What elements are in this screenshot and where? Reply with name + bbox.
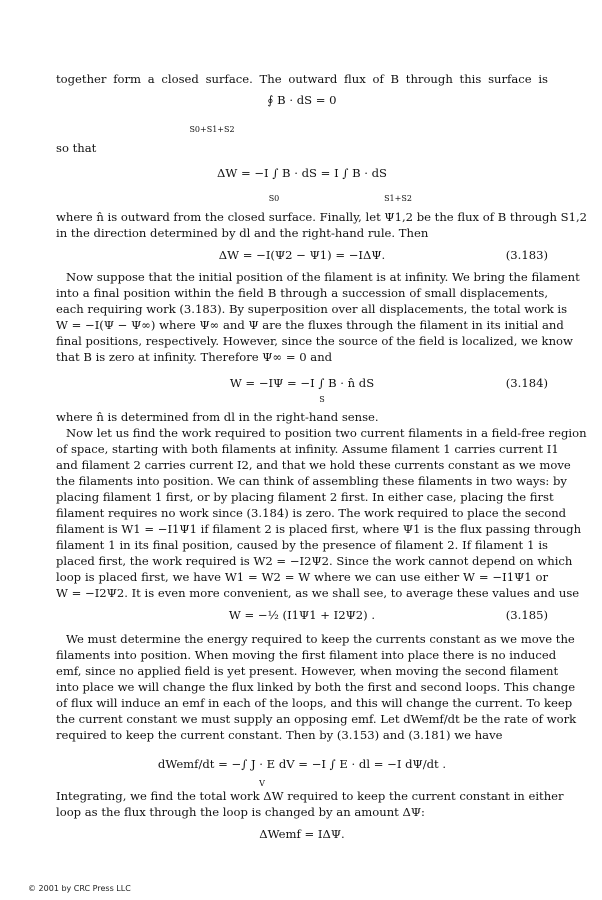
equation-3-184 xyxy=(56,375,548,391)
text-line: Integrating, we find the total work ΔW required to keep the current constant in either xyxy=(56,789,564,803)
equation-subscript: V xyxy=(259,779,265,788)
text-line: loop as the flux through the loop is changed by an amount ΔΨ: xyxy=(56,805,425,819)
text-line: in the direction determined by dl and the right-hand rule. Then xyxy=(56,226,429,240)
text-line: the current constant we must supply an opposing emf. Let dWemf/dt be the rate of work xyxy=(56,712,577,726)
equation-text: dWemf/dt = −∫ J · E dV = −I ∫ E · dl = −I dΨ/dt . xyxy=(157,757,447,771)
text-line: We must determine the energy required to keep the currents constant as we move the xyxy=(66,632,575,646)
equation-text: ∮ B · dS = 0 xyxy=(267,93,337,107)
equation-3-185 xyxy=(56,607,548,623)
equation-number: (3.185) xyxy=(505,608,548,622)
text-line: together form a closed surface. The outward flux of B through this surface is xyxy=(56,72,548,86)
text-line: required to keep the current constant. Then by (3.153) and (3.181) we have xyxy=(56,728,503,742)
equation-emf-rate xyxy=(56,756,548,772)
text-line: of flux will induce an emf in each of the loops, and this will change the current. To keep xyxy=(56,696,573,710)
equation-text: ΔW = −I ∫ B · dS = I ∫ B · dS xyxy=(216,166,388,180)
equation-text: ΔWemf = IΔΨ. xyxy=(259,827,345,841)
text-line: each requiring work (3.183). By superposition over all displacements, the total work is xyxy=(56,302,568,316)
text-line: filament is W1 = −I1Ψ1 if filament 2 is placed first, where Ψ1 is the flux passing through xyxy=(56,522,582,536)
text-line: filament 1 in its final position, caused by the presence of filament 2. If filament 1 is xyxy=(56,538,548,552)
equation-number: (3.184) xyxy=(505,376,548,390)
equation-text: W = −IΨ = −I ∫ B · n̂ dS xyxy=(229,376,375,390)
text-line: so that xyxy=(56,141,97,155)
copyright-footer: © 2001 by CRC Press LLC xyxy=(28,884,131,893)
equation-text: W = −½ (I1Ψ1 + I2Ψ2) . xyxy=(228,608,376,622)
text-line: and filament 2 carries current I2, and that we hold these currents constant as we move xyxy=(56,458,571,472)
text-line: final positions, respectively. However, since the source of the field is localized, we know xyxy=(56,334,573,348)
equation-text: ΔW = −I(Ψ2 − Ψ1) = −IΔΨ. xyxy=(218,248,386,262)
text-line: the filaments into position. We can think of assembling these filaments in two ways: by xyxy=(56,474,567,488)
text-line: into place we will change the flux linked by both the first and second loops. This change xyxy=(56,680,576,694)
equation-closed-surface-flux xyxy=(56,92,548,108)
text-line: where n̂ is outward from the closed surface. Finally, let Ψ1,2 be the flux of B through S1,2 xyxy=(56,210,588,224)
text-line: where n̂ is determined from dl in the right-hand sense. xyxy=(56,410,379,424)
text-line: Now suppose that the initial position of the filament is at infinity. We bring the filament xyxy=(66,270,580,284)
equation-subscript: S1+S2 xyxy=(384,194,412,203)
text-line: that B is zero at infinity. Therefore Ψ∞ = 0 and xyxy=(56,350,333,364)
equation-number: (3.183) xyxy=(505,248,548,262)
text-line: of space, starting with both filaments at infinity. Assume filament 1 carries current I1 xyxy=(56,442,559,456)
text-line: filament requires no work since (3.184) is zero. The work required to place the second xyxy=(56,506,567,520)
equation-delta-w-emf xyxy=(56,826,548,842)
text-line: W = −I(Ψ − Ψ∞) where Ψ∞ and Ψ are the fluxes through the filament in its initial and xyxy=(56,318,564,332)
text-line: into a final position within the field B through a succession of small displacements, xyxy=(56,286,548,300)
text-line: placed first, the work required is W2 = −I2Ψ2. Since the work cannot depend on which xyxy=(56,554,573,568)
text-line: loop is placed first, we have W1 = W2 = W where we can use either W = −I1Ψ1 or xyxy=(56,570,548,584)
text-line: placing filament 1 first, or by placing filament 2 first. In either case, placing the first xyxy=(56,490,554,504)
equation-subscript: S0+S1+S2 xyxy=(189,125,235,134)
equation-3-183 xyxy=(56,247,548,263)
text-line: emf, since no applied field is yet present. However, when moving the second filament xyxy=(56,664,559,678)
text-line: filaments into position. When moving the first filament into place there is no induced xyxy=(56,648,557,662)
text-line: W = −I2Ψ2. It is even more convenient, as we shall see, to average these values and use xyxy=(56,586,580,600)
text-line: Now let us find the work required to position two current filaments in a field-free region xyxy=(66,426,587,440)
equation-subscript: S xyxy=(319,395,325,404)
equation-delta-w xyxy=(56,165,548,181)
equation-subscript: S0 xyxy=(268,194,280,203)
